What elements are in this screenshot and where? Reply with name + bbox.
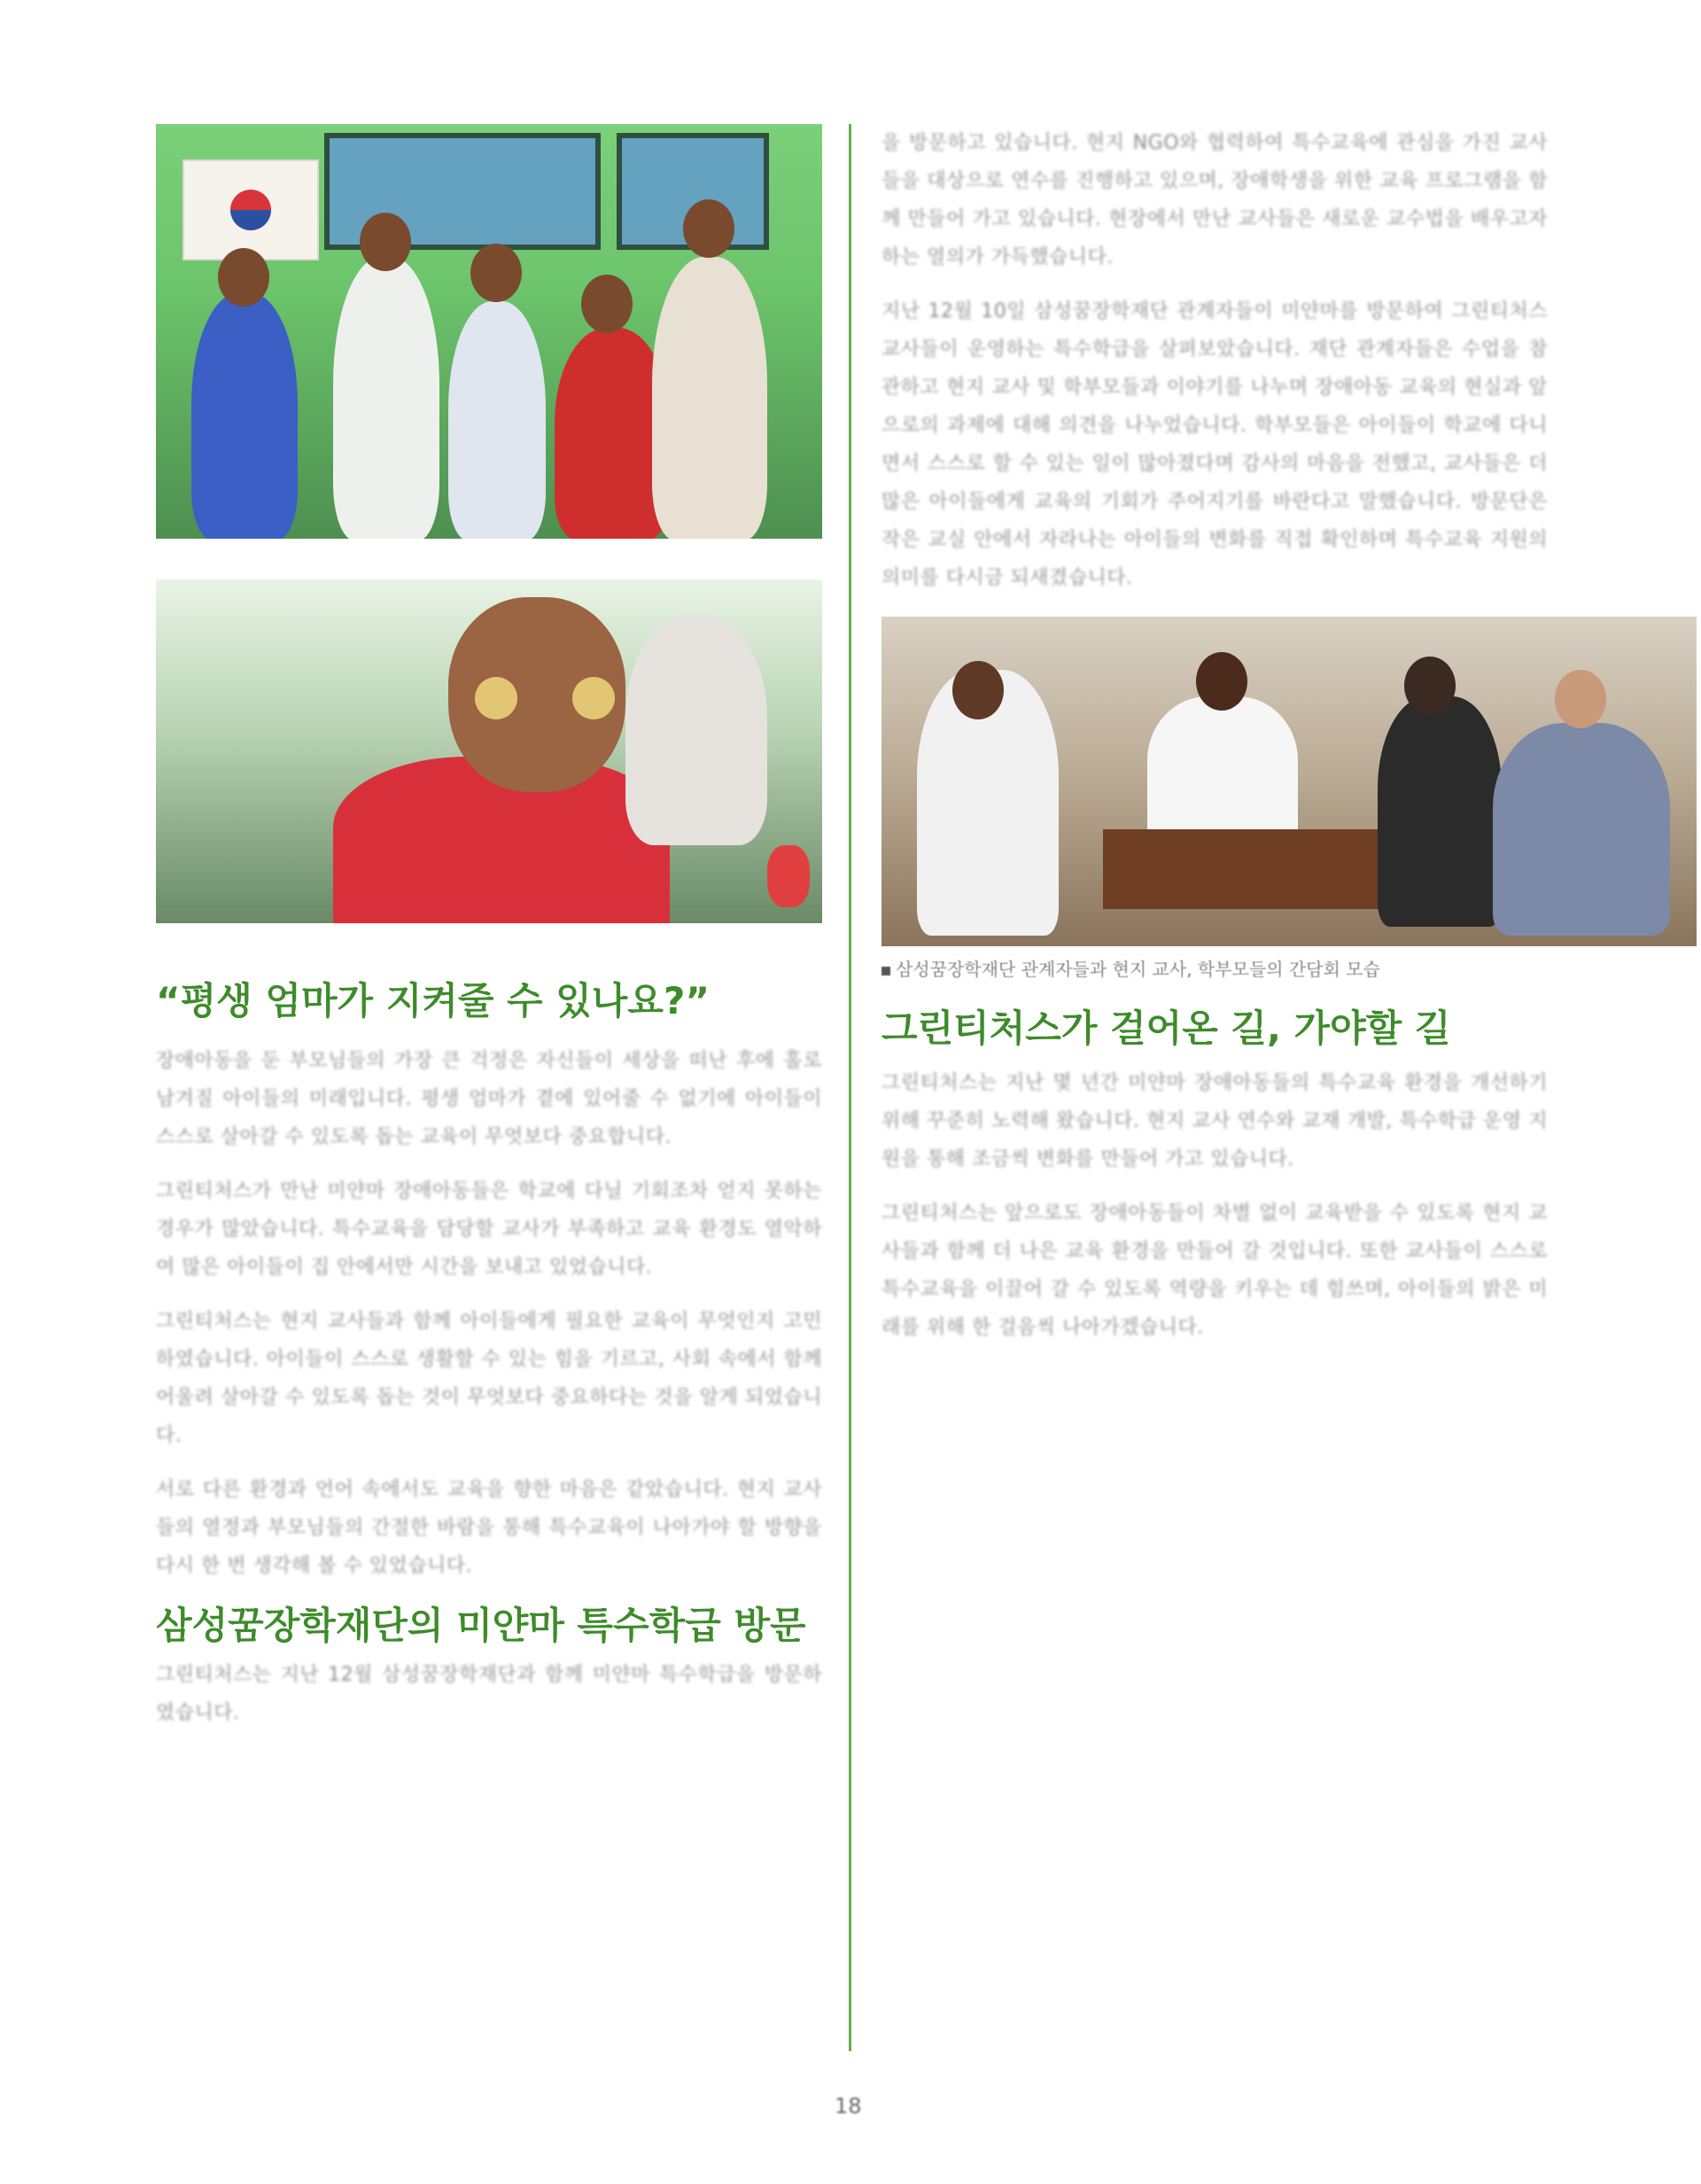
children-group-photo <box>156 124 822 539</box>
right-column <box>882 124 1548 1363</box>
person-head <box>952 661 1004 719</box>
meeting-photo <box>882 617 1697 946</box>
body-paragraph: 그린티처스는 지난 12월 삼성꿈장학재단과 함께 미얀마 특수학급을 방문하였습니다. <box>156 1664 822 1724</box>
person-head <box>1555 670 1606 728</box>
person-figure <box>1493 723 1670 936</box>
body-paragraph: 그린티처스가 만난 미얀마 장애아동들은 학교에 다닐 기회조차 얻지 못하는 경우가 많았습니다. 특수교육을 담당할 교사가 부족하고 교육 환경도 열악하여 많은 아이들이 집 안에서만 시간을 보내고 있었습니다. <box>156 1180 822 1279</box>
child-closeup-photo <box>156 579 822 923</box>
thanaka-cheek <box>475 677 517 719</box>
body-paragraph: 지난 12월 10일 삼성꿈장학재단 관계자들이 미얀마를 방문하여 그린티처스 교사들이 운영하는 특수학급을 살펴보았습니다. 재단 관계자들은 수업을 참관하고 현지 교사 및 학부모들과 이야기를 나누며 장애아동 교육의 현실과 앞으로의 과제에 대해 의견을 나누었습니다. 학부모들은 아이들이 학교에 다니면서 스스로 할 수 있는 일이 많아졌다며 감사의 마음을 전했고, 교사들은 더 많은 아이들에게 교육의 기회가 주어지기를 바란다고 말했습니다. 방문단은 작은 교실 안에서 자라나는 아이들의 변화를 직접 확인하며 특수교육 지원의 의미를 다시금 되새겼습니다. <box>882 300 1548 589</box>
child-head <box>360 213 411 271</box>
section-heading-2: 삼성꿈장학재단의 미얀마 특수학급 방문 <box>156 1604 806 1647</box>
body-paragraph: 장애아동을 둔 부모님들의 가장 큰 걱정은 자신들이 세상을 떠난 후에 홀로 남겨질 아이들의 미래입니다. 평생 엄마가 곁에 있어줄 수 없기에 아이들이 스스로 살아갈 수 있도록 돕는 교육이 무엇보다 중요합니다. <box>156 1050 822 1148</box>
body-paragraph: 을 방문하고 있습니다. 현지 NGO와 협력하여 특수교육에 관심을 가진 교사들을 대상으로 연수를 진행하고 있으며, 장애학생을 위한 교육 프로그램을 함께 만들어 가고 있습니다. 현장에서 만난 교사들은 새로운 교수법을 배우고자 하는 열의가 가득했습니다. <box>882 132 1548 268</box>
child-head <box>470 244 522 302</box>
section-heading-1: “평생 엄마가 지켜줄 수 있나요?” <box>156 979 710 1022</box>
korean-flag-image <box>183 159 319 260</box>
thanaka-cheek <box>572 677 615 719</box>
child-figure <box>448 301 546 539</box>
page-number: 18 <box>835 2094 862 2118</box>
child-figure <box>191 292 298 539</box>
person-head <box>1196 652 1247 711</box>
child-figure <box>333 257 439 539</box>
body-paragraph: 그린티처스는 앞으로도 장애아동들이 차별 없이 교육받을 수 있도록 현지 교사들과 함께 더 나은 교육 환경을 만들어 갈 것입니다. 또한 교사들이 스스로 특수교육을 이끌어 갈 수 있도록 역량을 키우는 데 힘쓰며, 아이들의 밝은 미래를 위해 한 걸음씩 나아가겠습니다. <box>882 1202 1548 1339</box>
section-heading-3: 그린티처스가 걸어온 길, 가야할 길 <box>882 1007 1451 1050</box>
toy-figure <box>767 845 810 907</box>
child-figure <box>652 257 767 539</box>
adult-figure <box>625 615 767 845</box>
body-paragraph: 서로 다른 환경과 언어 속에서도 교육을 향한 마음은 같았습니다. 현지 교사들의 열정과 부모님들의 간절한 바람을 통해 특수교육이 나아가야 할 방향을 다시 한 번 생각해 볼 수 있었습니다. <box>156 1479 822 1577</box>
taeguk-icon <box>230 190 271 230</box>
photo-caption <box>882 955 1548 981</box>
body-paragraph: 그린티처스는 현지 교사들과 함께 아이들에게 필요한 교육이 무엇인지 고민하였습니다. 아이들이 스스로 생활할 수 있는 힘을 기르고, 사회 속에서 함께 어울려 살아갈 수 있도록 돕는 것이 무엇보다 중요하다는 것을 알게 되었습니다. <box>156 1310 822 1447</box>
caption-text: 삼성꿈장학재단 관계자들과 현지 교사, 학부모들의 간담회 모습 <box>896 959 1380 980</box>
child-head <box>683 199 734 258</box>
child-head <box>218 248 269 307</box>
child-head <box>581 275 633 333</box>
person-figure <box>1378 696 1502 927</box>
column-divider <box>849 124 851 2051</box>
body-paragraph: 그린티처스는 지난 몇 년간 미얀마 장애아동들의 특수교육 환경을 개선하기 위해 꾸준히 노력해 왔습니다. 현지 교사 연수와 교재 개발, 특수학급 운영 지원을 통해 조금씩 변화를 만들어 가고 있습니다. <box>882 1072 1548 1170</box>
caption-bullet-icon <box>882 967 890 975</box>
person-head <box>1404 657 1456 715</box>
left-column <box>156 124 822 1748</box>
